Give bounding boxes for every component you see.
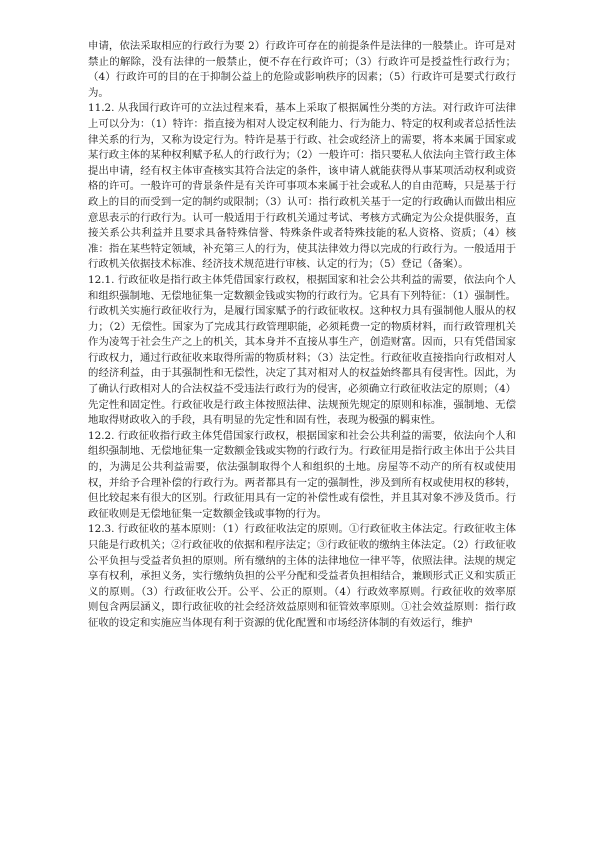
- paragraph-12-3-levy-principles: 12.3. 行政征收的基本原则：（1）行政征收法定的原则。①行政征收主体法定。行政征收主体只能是行政机关；②行政征收的依据和程序法定；③行政征收的缴纳主体法定。（2）行政征收公平负担与受益者负担的原则。所有缴纳的主体的法律地位一律平等，依照法律。法规的规定享有权利，承担义务，实行缴纳负担的公平分配和受益者负担相结合，兼顾形式正义和实质正义的原则。（3）行政征收公开。公平、公正的原则。（4）行政效率原则。行政征收的效率原则包含两层涵义，即行政征收的社会经济效益原则和征管效率原则。①社会效益原则：指行政征收的设定和实施应当体现有利于资源的优化配置和市场经济体制的有效运行，维护: [88, 523, 516, 629]
- paragraph-11-2-license-classification: 11.2. 从我国行政许可的立法过程来看，基本上采取了根据属性分类的方法。对行政许可法律上可以分为：（1）特许：指直接为相对人设定权利能力、行为能力、特定的权利或者总括性法律关系的行为，又称为设定行为。特许是基于行政、社会或经济上的需要，将本来属于国家或某行政主体的某种权利赋予私人的行政行为；（2）一般许可：指只要私人依法向主管行政主体提出申请，经有权主体审查核实其符合法定的条件，该申请人就能获得从事某项活动权利或资格的许可。一般许可的背景条件是有关许可事项本来属于社会或私人的自由范畴，只是基于行政上的目的而受到一定的制约或限制；（3）认可：指行政机关基于一定的行政确认而做出相应意思表示的行政行为。认可一般适用于行政机关通过考试、考核方式确定为公众提供服务，直接关系公共利益并且要求具备特殊信誉、特殊条件或者特殊技能的私人资格、资质；（4）核准：指在某些特定领域，补充第三人的行为，使其法律效力得以完成的行政行为。一般适用于行政机关依据技术标准、经济技术规范进行审核、认定的行为；（5）登记（备案）。: [88, 102, 516, 271]
- document-body: [88, 39, 516, 632]
- paragraph-12-2-levy-vs-requisition: 12.2. 行政征收指行政主体凭借国家行政权，根据国家和社会公共利益的需要，依法向个人和组织强制地、无偿地征集一定数额金钱或实物的行政行为。行政征用是指行政主体出于公共目的，为满足公共利益需要，依法强制取得个人和组织的土地。房屋等不动产的所有权或使用权，并给予合理补偿的行政行为。两者都具有一定的强制性，涉及到所有权或使用权的移转，但比较起来有很大的区别。行政征用具有一定的补偿性或有偿性，并且其对象不涉及货币。行政征收则是无偿地征集一定数额金钱或事物的行为。: [88, 429, 516, 520]
- paragraph-12-1-administrative-levy-definition: 12.1. 行政征收是指行政主体凭借国家行政权，根据国家和社会公共利益的需要，依法向个人和组织强制地、无偿地征集一定数额金钱或实物的行政行为。它具有下列特征：（1）强制性。行政机关实施行政征收行为，是履行国家赋予的行政征收权。这种权力具有强制他人服从的权力；（2）无偿性。国家为了完成其行政管理职能，必须耗费一定的物质材料，而行政管理机关作为凌驾于社会生产之上的机关，其本身并不直接从事生产，创造财富。因而，只有凭借国家行政权力，通过行政征收来取得所需的物质材料；（3）法定性。行政征收直接指向行政相对人的经济利益，由于其强制性和无偿性，决定了其对相对人的权益始终都具有侵害性。因此，为了确认行政相对人的合法权益不受违法行政行为的侵害，必须确立行政征收法定的原则；（4）先定性和固定性。行政征收是行政主体按照法律、法规预先规定的原则和标准，强制地、无偿地取得财政收入的手段，具有明显的先定性和固有性，表现为极强的羁束性。: [88, 273, 516, 427]
- paragraph-administrative-license-features: 申请，依法采取相应的行政行为要 2）行政许可存在的前提条件是法律的一般禁止。许可是对禁止的解除，没有法律的一般禁止，便不存在行政许可；（3）行政许可是授益性行政行为；（4）行政许可的目的在于抑制公益上的危险或影响秩序的因素；（5）行政许可是要式行政行为。: [88, 40, 516, 99]
